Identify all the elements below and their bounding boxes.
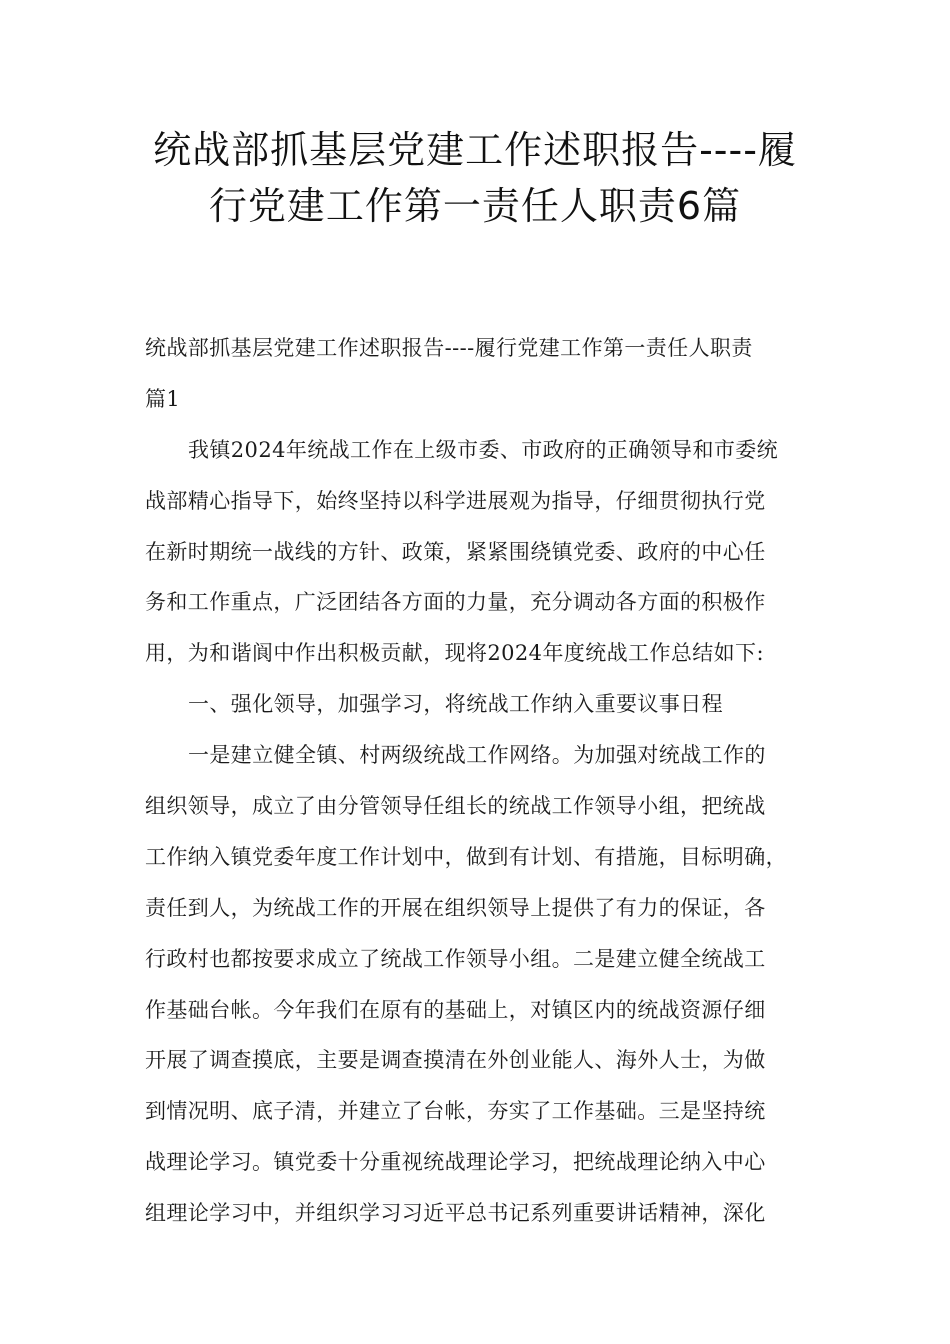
subtitle-line: 篇1: [145, 386, 181, 411]
paragraph-line: 一是建立健全镇、村两级统战工作网络。为加强对统战工作的: [188, 743, 766, 768]
paragraph-line: 开展了调查摸底，主要是调查摸清在外创业能人、海外人士，为做: [145, 1048, 766, 1073]
document-body: [145, 323, 835, 1239]
paragraph-line: 在新时期统一战线的方针、政策，紧紧围绕镇党委、政府的中心任: [145, 539, 766, 564]
paragraph-line: 务和工作重点，广泛团结各方面的力量，充分调动各方面的积极作: [145, 590, 766, 615]
paragraph-line: 战理论学习。镇党委十分重视统战理论学习，把统战理论纳入中心: [145, 1150, 766, 1175]
paragraph-line: 行政村也都按要求成立了统战工作领导小组。二是建立健全统战工: [145, 946, 766, 971]
paragraph-line: 工作纳入镇党委年度工作计划中，做到有计划、有措施，目标明确，: [145, 844, 787, 869]
title-line-1: 统战部抓基层党建工作述职报告----履: [153, 128, 797, 172]
paragraph-line: 责任到人，为统战工作的开展在组织领导上提供了有力的保证，各: [145, 895, 766, 920]
paragraph-line: 到情况明、底子清，并建立了台帐，夯实了工作基础。三是坚持统: [145, 1099, 766, 1124]
subtitle-line: 统战部抓基层党建工作述职报告----履行党建工作第一责任人职责: [145, 336, 753, 360]
section-heading: 一、强化领导，加强学习，将统战工作纳入重要议事日程: [188, 692, 723, 717]
paragraph-line: 作基础台帐。今年我们在原有的基础上，对镇区内的统战资源仔细: [145, 997, 766, 1022]
paragraph-line: 战部精心指导下，始终坚持以科学进展观为指导，仔细贯彻执行党: [145, 488, 766, 513]
paragraph-line: 用，为和谐阆中作出积极贡献，现将2024年度统战工作总结如下:: [145, 641, 764, 666]
paragraph-line: 组织领导，成立了由分管领导任组长的统战工作领导小组，把统战: [145, 794, 766, 819]
title-line-2: 行党建工作第一责任人职责6篇: [208, 184, 742, 228]
paragraph-line: 我镇2024年统战工作在上级市委、市政府的正确领导和市委统: [188, 437, 779, 462]
document-title: [120, 122, 830, 234]
paragraph-line: 组理论学习中，并组织学习习近平总书记系列重要讲话精神，深化: [145, 1201, 766, 1226]
